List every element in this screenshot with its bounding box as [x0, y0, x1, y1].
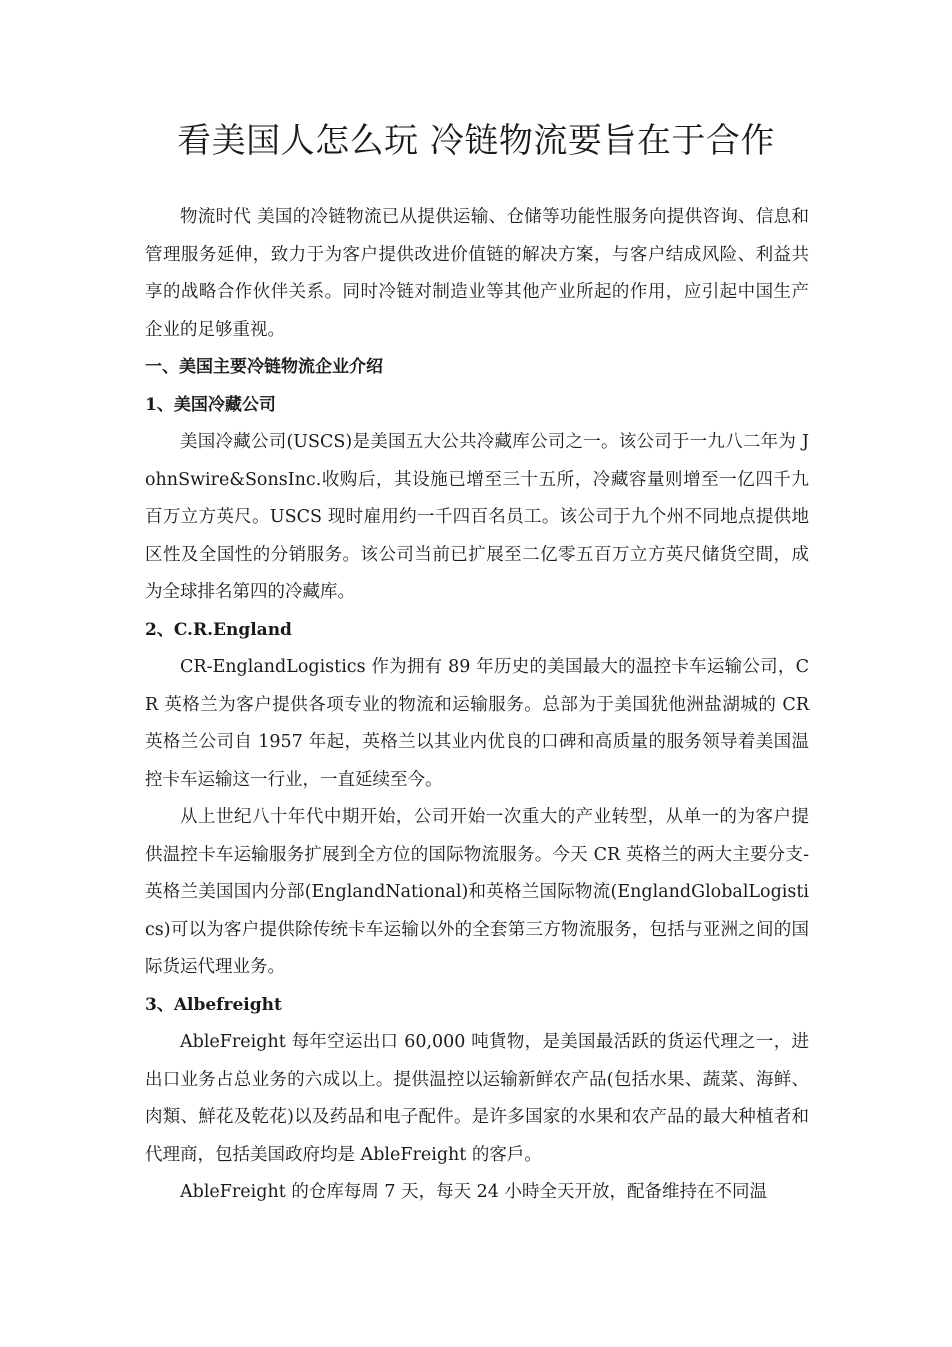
- intro-paragraph: 物流时代 美国的冷链物流已从提供运输、仓储等功能性服务向提供咨询、信息和管理服务延伸，致力于为客户提供改进价值链的解决方案，与客户结成风险、利益共享的战略合作伙伴关系。同时冷链对制造业等其他产业所起的作用，应引起中国生产企业的足够重视。: [145, 207, 809, 340]
- company-heading-uscs: 1、美国冷藏公司: [145, 394, 276, 415]
- document-body: [145, 199, 809, 1212]
- ablefreight-paragraph-2: AbleFreight 的仓库每周 7 天，每天 24 小時全天开放，配备维持在不同温: [180, 1182, 767, 1202]
- ablefreight-paragraph-1: AbleFreight 每年空运出口 60,000 吨貨物，是美国最活跃的货运代理之一，进出口业务占总业务的六成以上。提供温控以运输新鲜农产品(包括水果、蔬菜、海鲜、肉類、鮮花及乾花)以及药品和电子配件。是许多国家的水果和农产品的最大种植者和代理商，包括美国政府均是 AbleFreight 的客戶。: [145, 1032, 809, 1165]
- company-heading-cr-england: 2、C.R.England: [145, 619, 292, 640]
- section-heading: 一、美国主要冷链物流企业介绍: [145, 357, 383, 377]
- document-title: 看美国人怎么玩 冷链物流要旨在于合作: [177, 121, 775, 161]
- cr-england-paragraph-2: 从上世纪八十年代中期开始，公司开始一次重大的产业转型，从单一的为客户提供温控卡车运输服务扩展到全方位的国际物流服务。今天 CR 英格兰的两大主要分支-英格兰美国国内分部(EnglandNational)和英格兰国际物流(EnglandGlobalLogistics)可以为客户提供除传统卡车运输以外的全套第三方物流服务，包括与亚洲之间的国际货运代理业务。: [145, 807, 809, 977]
- uscs-paragraph: 美国冷藏公司(USCS)是美国五大公共冷藏库公司之一。该公司于一九八二年为 JohnSwire&SonsInc.收购后，其设施已增至三十五所，冷藏容量则增至一亿四千九百万立方英尺。USCS 现时雇用约一千四百名员工。该公司于九个州不同地点提供地区性及全国性的分销服务。该公司当前已扩展至二亿零五百万立方英尺储货空間，成为全球排名第四的冷藏库。: [145, 432, 809, 602]
- company-heading-ablefreight: 3、Albefreight: [145, 994, 282, 1015]
- cr-england-paragraph-1: CR-EnglandLogistics 作为拥有 89 年历史的美国最大的温控卡车运输公司，CR 英格兰为客户提供各项专业的物流和运输服务。总部为于美国犹他洲盐湖城的 CR 英格兰公司自 1957 年起，英格兰以其业内优良的口碑和高质量的服务领导着美国温控卡车运输这一行业，一直延续至今。: [145, 657, 809, 790]
